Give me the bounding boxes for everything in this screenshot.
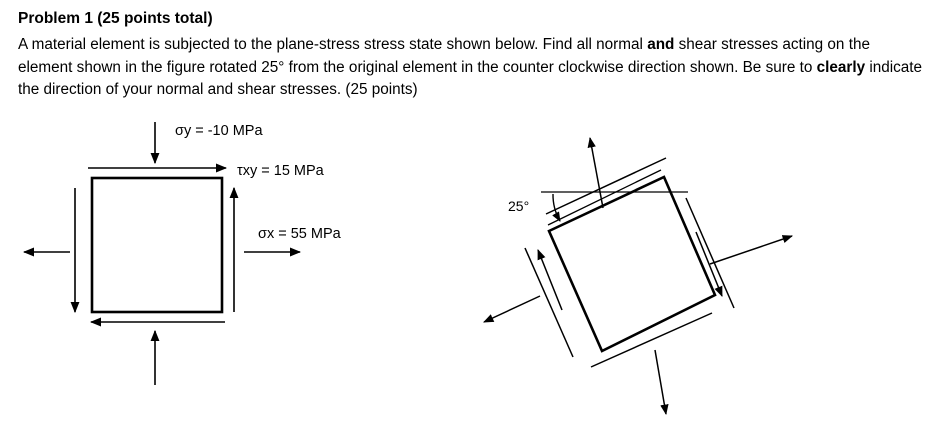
statement-part-1: A material element is subjected to the plane-stress stress state shown below. Find all normal xyxy=(18,36,648,53)
angle-label: 25° xyxy=(508,198,530,214)
shear-line-bottom xyxy=(591,313,712,367)
tau-xy-label: τxy = 15 MPa xyxy=(237,163,324,179)
statement-bold-and: and xyxy=(647,36,675,53)
statement-bold-clearly: clearly xyxy=(816,58,866,76)
reference-inclined xyxy=(548,170,661,225)
problem-heading: Problem 1 (25 points total) xyxy=(18,10,213,27)
top-face-normal xyxy=(590,138,603,208)
shear-line-right xyxy=(686,198,734,308)
shear-arrow-left xyxy=(538,250,562,310)
sigma-y-label: σy = -10 MPa xyxy=(175,123,263,139)
rotated-square xyxy=(549,177,715,351)
original-element xyxy=(24,122,300,385)
left-face-normal xyxy=(484,296,540,322)
shear-arrow-right xyxy=(696,232,722,296)
bottom-face-normal xyxy=(655,350,666,414)
sigma-x-label: σx = 55 MPa xyxy=(258,226,341,242)
statement-part-3: indicate the direction of your normal and shear stresses. (25 points) xyxy=(18,58,923,98)
statement-part-2: shear stresses acting on the element shown in the figure rotated 25° from the original element in the counter clockwise direction shown. Be sure to xyxy=(18,36,870,76)
shear-line-left xyxy=(525,248,573,357)
right-face-normal xyxy=(710,236,792,264)
rotated-element xyxy=(484,138,792,414)
element-square xyxy=(92,178,222,312)
